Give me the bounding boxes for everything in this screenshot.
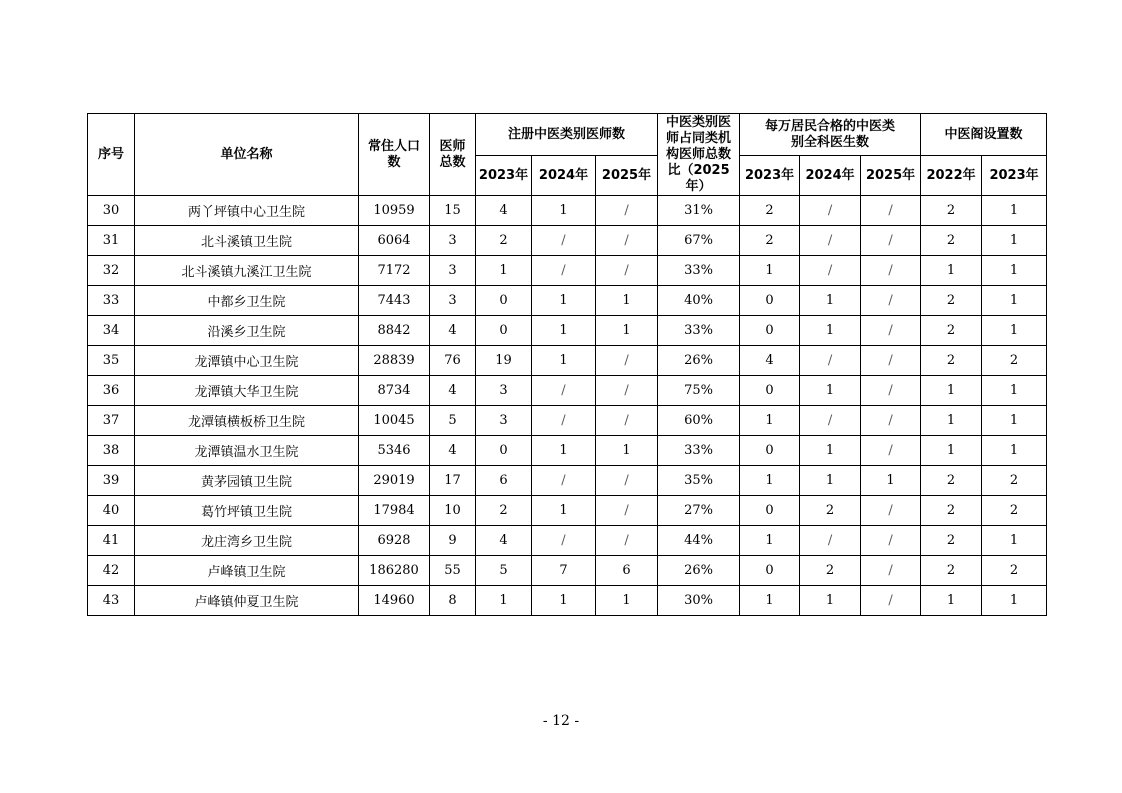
cell-reg-2023: 3 <box>476 376 532 406</box>
data-table <box>87 113 1047 616</box>
cell-doctor-total: 4 <box>430 376 476 406</box>
cell-gp-2025: / <box>861 496 921 526</box>
cell-reg-2024: / <box>532 526 596 556</box>
cell-population: 186280 <box>359 556 430 586</box>
cell-unit-name: 龙庄湾乡卫生院 <box>135 526 359 556</box>
table-row <box>88 196 1047 226</box>
header-year: 2023年 <box>476 156 532 196</box>
cell-gp-2024: / <box>800 346 861 376</box>
cell-gp-2025: 1 <box>861 466 921 496</box>
cell-seq: 39 <box>88 466 135 496</box>
cell-reg-2024: 1 <box>532 196 596 226</box>
cell-ratio: 75% <box>658 376 740 406</box>
header-year: 2023年 <box>740 156 800 196</box>
table-row <box>88 226 1047 256</box>
cell-population: 28839 <box>359 346 430 376</box>
cell-ratio: 26% <box>658 556 740 586</box>
cell-doctor-total: 10 <box>430 496 476 526</box>
cell-unit-name: 黄茅园镇卫生院 <box>135 466 359 496</box>
cell-reg-2025: 1 <box>596 286 658 316</box>
cell-unit-name: 卢峰镇卫生院 <box>135 556 359 586</box>
cell-reg-2023: 0 <box>476 436 532 466</box>
cell-ratio: 33% <box>658 436 740 466</box>
cell-ratio: 33% <box>658 316 740 346</box>
header-tcm-pavilion: 中医阁设置数 <box>921 114 1047 156</box>
cell-pavilion-2023: 2 <box>982 556 1047 586</box>
cell-gp-2023: 0 <box>740 316 800 346</box>
header-year: 2025年 <box>861 156 921 196</box>
cell-seq: 31 <box>88 226 135 256</box>
cell-doctor-total: 3 <box>430 226 476 256</box>
cell-ratio: 33% <box>658 256 740 286</box>
cell-gp-2023: 2 <box>740 196 800 226</box>
cell-reg-2025: 1 <box>596 316 658 346</box>
cell-pavilion-2022: 2 <box>921 196 982 226</box>
header-tcm-ratio: 中医类别医师占同类机构医师总数比（2025年） <box>658 114 740 196</box>
cell-seq: 32 <box>88 256 135 286</box>
cell-gp-2024: 2 <box>800 496 861 526</box>
cell-unit-name: 卢峰镇仲夏卫生院 <box>135 586 359 616</box>
cell-reg-2024: 1 <box>532 496 596 526</box>
cell-reg-2025: / <box>596 256 658 286</box>
cell-doctor-total: 3 <box>430 256 476 286</box>
cell-pavilion-2023: 1 <box>982 196 1047 226</box>
cell-gp-2025: / <box>861 376 921 406</box>
cell-unit-name: 龙潭镇大华卫生院 <box>135 376 359 406</box>
table-row <box>88 256 1047 286</box>
header-per-10k-gp: 每万居民合格的中医类别全科医生数 <box>740 114 921 156</box>
cell-reg-2024: 7 <box>532 556 596 586</box>
cell-gp-2023: 1 <box>740 256 800 286</box>
cell-reg-2023: 1 <box>476 586 532 616</box>
cell-unit-name: 两丫坪镇中心卫生院 <box>135 196 359 226</box>
cell-gp-2023: 4 <box>740 346 800 376</box>
cell-seq: 40 <box>88 496 135 526</box>
cell-reg-2025: 1 <box>596 586 658 616</box>
header-year: 2024年 <box>800 156 861 196</box>
cell-gp-2025: / <box>861 406 921 436</box>
table-row <box>88 346 1047 376</box>
cell-doctor-total: 8 <box>430 586 476 616</box>
cell-gp-2025: / <box>861 256 921 286</box>
cell-pavilion-2022: 1 <box>921 436 982 466</box>
cell-reg-2025: 6 <box>596 556 658 586</box>
cell-unit-name: 龙潭镇温水卫生院 <box>135 436 359 466</box>
cell-reg-2023: 3 <box>476 406 532 436</box>
cell-population: 17984 <box>359 496 430 526</box>
cell-unit-name: 葛竹坪镇卫生院 <box>135 496 359 526</box>
header-year: 2024年 <box>532 156 596 196</box>
header-year: 2023年 <box>982 156 1047 196</box>
cell-ratio: 67% <box>658 226 740 256</box>
cell-seq: 43 <box>88 586 135 616</box>
cell-reg-2023: 6 <box>476 466 532 496</box>
cell-reg-2025: / <box>596 406 658 436</box>
cell-gp-2023: 0 <box>740 286 800 316</box>
cell-pavilion-2023: 1 <box>982 316 1047 346</box>
cell-population: 10045 <box>359 406 430 436</box>
cell-seq: 42 <box>88 556 135 586</box>
cell-gp-2025: / <box>861 436 921 466</box>
cell-ratio: 27% <box>658 496 740 526</box>
cell-pavilion-2022: 2 <box>921 226 982 256</box>
cell-reg-2025: / <box>596 526 658 556</box>
cell-gp-2023: 1 <box>740 526 800 556</box>
cell-reg-2025: / <box>596 196 658 226</box>
cell-gp-2024: / <box>800 406 861 436</box>
cell-gp-2023: 1 <box>740 406 800 436</box>
cell-pavilion-2022: 1 <box>921 406 982 436</box>
cell-pavilion-2023: 1 <box>982 406 1047 436</box>
cell-population: 7443 <box>359 286 430 316</box>
cell-gp-2024: / <box>800 196 861 226</box>
cell-doctor-total: 9 <box>430 526 476 556</box>
cell-gp-2023: 0 <box>740 496 800 526</box>
table-row <box>88 376 1047 406</box>
cell-doctor-total: 17 <box>430 466 476 496</box>
cell-reg-2024: 1 <box>532 316 596 346</box>
cell-pavilion-2023: 1 <box>982 226 1047 256</box>
table-row <box>88 586 1047 616</box>
cell-population: 14960 <box>359 586 430 616</box>
cell-gp-2025: / <box>861 526 921 556</box>
cell-ratio: 26% <box>658 346 740 376</box>
cell-doctor-total: 4 <box>430 316 476 346</box>
cell-gp-2025: / <box>861 316 921 346</box>
header-year: 2025年 <box>596 156 658 196</box>
cell-reg-2023: 0 <box>476 316 532 346</box>
cell-ratio: 35% <box>658 466 740 496</box>
cell-population: 8842 <box>359 316 430 346</box>
cell-population: 7172 <box>359 256 430 286</box>
cell-gp-2025: / <box>861 226 921 256</box>
cell-doctor-total: 5 <box>430 406 476 436</box>
cell-reg-2024: 1 <box>532 586 596 616</box>
cell-gp-2025: / <box>861 586 921 616</box>
cell-reg-2024: / <box>532 406 596 436</box>
cell-ratio: 30% <box>658 586 740 616</box>
cell-pavilion-2022: 2 <box>921 466 982 496</box>
cell-gp-2024: 1 <box>800 466 861 496</box>
cell-gp-2025: / <box>861 346 921 376</box>
cell-reg-2023: 4 <box>476 196 532 226</box>
cell-reg-2024: / <box>532 226 596 256</box>
cell-ratio: 31% <box>658 196 740 226</box>
header-registered-tcm: 注册中医类别医师数 <box>476 114 658 156</box>
cell-gp-2024: 1 <box>800 376 861 406</box>
cell-population: 6928 <box>359 526 430 556</box>
table-row <box>88 526 1047 556</box>
cell-doctor-total: 76 <box>430 346 476 376</box>
header-population: 常住人口数 <box>359 114 430 196</box>
cell-pavilion-2023: 1 <box>982 286 1047 316</box>
cell-unit-name: 北斗溪镇卫生院 <box>135 226 359 256</box>
cell-reg-2025: / <box>596 466 658 496</box>
cell-reg-2024: 1 <box>532 346 596 376</box>
page-number: - 12 - <box>542 713 580 729</box>
cell-pavilion-2023: 1 <box>982 256 1047 286</box>
cell-reg-2025: 1 <box>596 436 658 466</box>
cell-pavilion-2022: 2 <box>921 316 982 346</box>
cell-pavilion-2023: 1 <box>982 586 1047 616</box>
cell-gp-2024: 1 <box>800 316 861 346</box>
cell-reg-2024: 1 <box>532 436 596 466</box>
cell-population: 5346 <box>359 436 430 466</box>
cell-population: 29019 <box>359 466 430 496</box>
cell-pavilion-2022: 2 <box>921 526 982 556</box>
cell-doctor-total: 4 <box>430 436 476 466</box>
cell-reg-2023: 4 <box>476 526 532 556</box>
cell-reg-2025: / <box>596 346 658 376</box>
cell-population: 8734 <box>359 376 430 406</box>
cell-ratio: 44% <box>658 526 740 556</box>
cell-unit-name: 中都乡卫生院 <box>135 286 359 316</box>
cell-seq: 33 <box>88 286 135 316</box>
cell-seq: 38 <box>88 436 135 466</box>
table-row <box>88 466 1047 496</box>
cell-pavilion-2022: 2 <box>921 286 982 316</box>
table-row <box>88 496 1047 526</box>
cell-gp-2024: 1 <box>800 436 861 466</box>
cell-pavilion-2023: 2 <box>982 346 1047 376</box>
cell-gp-2025: / <box>861 286 921 316</box>
cell-unit-name: 沿溪乡卫生院 <box>135 316 359 346</box>
cell-gp-2024: / <box>800 256 861 286</box>
cell-seq: 35 <box>88 346 135 376</box>
cell-doctor-total: 15 <box>430 196 476 226</box>
cell-pavilion-2023: 1 <box>982 376 1047 406</box>
header-unit-name: 单位名称 <box>135 114 359 196</box>
cell-gp-2025: / <box>861 556 921 586</box>
cell-gp-2024: / <box>800 526 861 556</box>
table-body <box>88 196 1047 616</box>
cell-unit-name: 北斗溪镇九溪江卫生院 <box>135 256 359 286</box>
header-year: 2022年 <box>921 156 982 196</box>
cell-population: 6064 <box>359 226 430 256</box>
cell-seq: 36 <box>88 376 135 406</box>
cell-pavilion-2022: 2 <box>921 496 982 526</box>
cell-pavilion-2023: 2 <box>982 466 1047 496</box>
cell-gp-2024: 1 <box>800 586 861 616</box>
cell-reg-2023: 0 <box>476 286 532 316</box>
table-row <box>88 406 1047 436</box>
cell-gp-2023: 0 <box>740 376 800 406</box>
cell-pavilion-2023: 1 <box>982 436 1047 466</box>
cell-ratio: 60% <box>658 406 740 436</box>
cell-gp-2023: 1 <box>740 586 800 616</box>
cell-seq: 30 <box>88 196 135 226</box>
cell-seq: 37 <box>88 406 135 436</box>
cell-pavilion-2023: 1 <box>982 526 1047 556</box>
cell-gp-2023: 2 <box>740 226 800 256</box>
cell-pavilion-2022: 2 <box>921 346 982 376</box>
table-row <box>88 436 1047 466</box>
header-seq: 序号 <box>88 114 135 196</box>
cell-unit-name: 龙潭镇横板桥卫生院 <box>135 406 359 436</box>
cell-pavilion-2022: 2 <box>921 556 982 586</box>
table-row <box>88 556 1047 586</box>
table-header <box>88 114 1047 196</box>
cell-reg-2024: / <box>532 256 596 286</box>
table-row <box>88 316 1047 346</box>
cell-population: 10959 <box>359 196 430 226</box>
cell-pavilion-2022: 1 <box>921 586 982 616</box>
cell-gp-2023: 0 <box>740 556 800 586</box>
cell-pavilion-2023: 2 <box>982 496 1047 526</box>
cell-reg-2023: 1 <box>476 256 532 286</box>
cell-reg-2023: 2 <box>476 226 532 256</box>
cell-doctor-total: 3 <box>430 286 476 316</box>
cell-gp-2024: / <box>800 226 861 256</box>
cell-seq: 41 <box>88 526 135 556</box>
cell-gp-2025: / <box>861 196 921 226</box>
cell-unit-name: 龙潭镇中心卫生院 <box>135 346 359 376</box>
table-row <box>88 286 1047 316</box>
cell-reg-2025: / <box>596 376 658 406</box>
cell-pavilion-2022: 1 <box>921 256 982 286</box>
cell-seq: 34 <box>88 316 135 346</box>
cell-reg-2024: 1 <box>532 286 596 316</box>
header-doctor-total: 医师总数 <box>430 114 476 196</box>
cell-reg-2023: 19 <box>476 346 532 376</box>
cell-reg-2025: / <box>596 226 658 256</box>
cell-reg-2024: / <box>532 466 596 496</box>
cell-gp-2023: 0 <box>740 436 800 466</box>
cell-reg-2025: / <box>596 496 658 526</box>
cell-gp-2024: 2 <box>800 556 861 586</box>
cell-pavilion-2022: 1 <box>921 376 982 406</box>
cell-gp-2023: 1 <box>740 466 800 496</box>
cell-reg-2023: 2 <box>476 496 532 526</box>
cell-ratio: 40% <box>658 286 740 316</box>
cell-reg-2023: 5 <box>476 556 532 586</box>
cell-gp-2024: 1 <box>800 286 861 316</box>
cell-doctor-total: 55 <box>430 556 476 586</box>
cell-reg-2024: / <box>532 376 596 406</box>
